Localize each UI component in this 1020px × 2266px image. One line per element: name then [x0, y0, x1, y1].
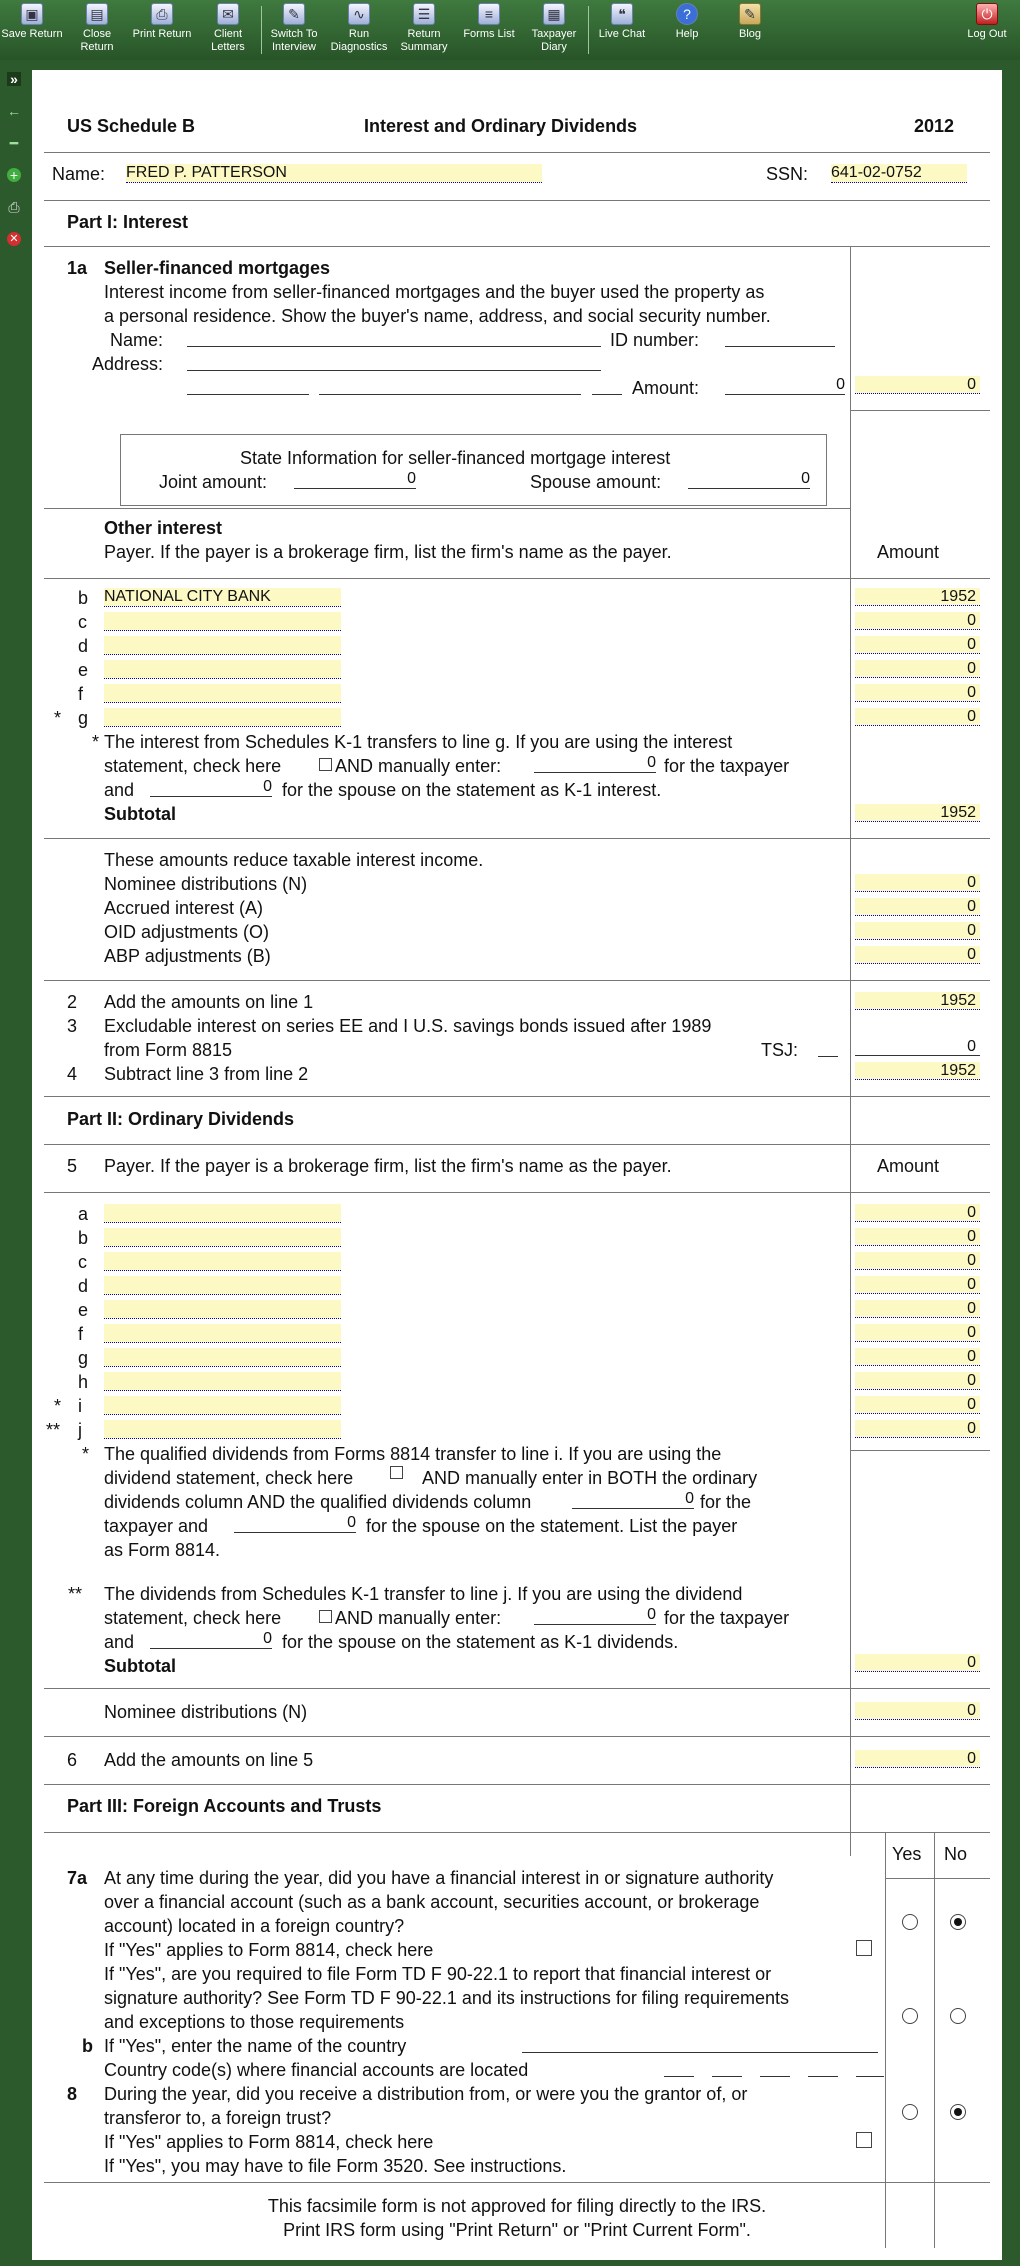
add-icon[interactable]: + — [7, 168, 21, 182]
amount-column-header: Amount — [877, 542, 940, 562]
yes-column-border — [885, 1832, 886, 2248]
dividend-payer-name-field[interactable] — [104, 1420, 341, 1439]
subtotal-label: Subtotal — [104, 804, 176, 824]
k1-interest-text: AND manually enter: — [335, 756, 502, 776]
dividend-payer-amount-field[interactable]: 0 — [855, 1300, 980, 1318]
reduction-label: Nominee distributions (N) — [104, 874, 308, 894]
close-return-icon: ▤ — [86, 3, 108, 25]
state-info-title: State Information for seller-financed mortgage interest — [240, 448, 671, 468]
line-letter: e — [78, 660, 89, 680]
dividend-payer-amount-field[interactable]: 0 — [855, 1348, 980, 1366]
interview-icon: ✎ — [283, 3, 305, 25]
client-letters-button[interactable] — [196, 2, 260, 54]
tsj-label: TSJ: — [761, 1040, 799, 1060]
divider — [44, 2182, 990, 2183]
reduction-label: ABP adjustments (B) — [104, 946, 271, 966]
dividend-payer-amount-field[interactable]: 0 — [855, 1324, 980, 1342]
divider — [44, 1192, 990, 1193]
dividend-payer-name-field[interactable] — [104, 1396, 341, 1415]
schedule-b-form — [32, 70, 1002, 2260]
line-7a-text: If "Yes" applies to Form 8814, check here — [104, 1940, 434, 1960]
q7a-fbar-yes-radio[interactable] — [902, 2008, 918, 2024]
k1-interest-text: for the spouse on the statement as K-1 interest. — [282, 780, 662, 800]
log-out-button[interactable] — [955, 2, 1019, 41]
line-8-text: transferor to, a foreign trust? — [104, 2108, 332, 2128]
k1-interest-text: The interest from Schedules K-1 transfers to line g. If you are using the interest — [104, 732, 733, 752]
country-code-field[interactable] — [664, 2058, 694, 2077]
dividend-payer-amount-field[interactable]: 0 — [855, 1228, 980, 1246]
qualified-dividends-text: AND manually enter in BOTH the ordinary — [422, 1468, 758, 1488]
interest-subtotal: 1952 — [855, 804, 980, 822]
divider — [44, 152, 990, 153]
k1-interest-text: and — [104, 780, 135, 800]
qualified-dividends-text: taxpayer and — [104, 1516, 209, 1536]
qualified-dividends-text: dividend statement, check here — [104, 1468, 354, 1488]
q8-yes-radio[interactable] — [902, 2104, 918, 2120]
footnote-star: * — [92, 732, 100, 752]
save-icon: ▣ — [21, 3, 43, 25]
divider — [44, 246, 990, 247]
line-letter: j — [78, 1420, 82, 1440]
live-chat-button[interactable] — [590, 2, 654, 41]
k1-dividends-text: and — [104, 1632, 135, 1652]
line-5-number: 5 — [67, 1156, 78, 1176]
buyer-id-field[interactable] — [725, 328, 835, 347]
k1-interest-taxpayer-field[interactable]: 0 — [534, 754, 656, 773]
interest-payer-amount-field[interactable]: 1952 — [855, 588, 980, 606]
country-code-field[interactable] — [760, 2058, 790, 2077]
line-7a-text: over a financial account (such as a bank account, securities account, or brokerage — [104, 1892, 760, 1912]
print-form-icon[interactable]: ⎙ — [8, 199, 20, 215]
print-return-button[interactable] — [130, 2, 194, 41]
spouse-amount-label: Spouse amount: — [530, 472, 662, 492]
k1-interest-statement-checkbox[interactable] — [319, 758, 332, 771]
part1-title: Part I: Interest — [67, 212, 189, 232]
qualified-dividends-text: for the spouse on the statement. List the payer — [366, 1516, 738, 1536]
accrued-interest-field[interactable]: 0 — [855, 898, 980, 916]
line-7a-number: 7a — [67, 1868, 88, 1888]
foreign-country-name-field[interactable] — [522, 2034, 878, 2053]
amount-label: Amount: — [632, 378, 700, 398]
dividend-payer-amount-field[interactable]: 0 — [855, 1420, 980, 1438]
divider — [44, 1096, 990, 1097]
help-label: Help — [675, 28, 699, 40]
no-column-header: No — [944, 1844, 968, 1864]
interest-payer-name-field[interactable]: NATIONAL CITY BANK — [104, 588, 341, 607]
line-letter: e — [78, 1300, 89, 1320]
dividend-payer-name-field[interactable] — [104, 1324, 341, 1343]
qualified-dividends-text: for the — [700, 1492, 752, 1512]
buyer-state-field[interactable] — [319, 376, 581, 395]
help-button[interactable] — [655, 2, 719, 41]
help-icon: ? — [676, 3, 698, 25]
line-8-text: If "Yes" applies to Form 8814, check here — [104, 2132, 434, 2152]
nominee-distributions-label: Nominee distributions (N) — [104, 1702, 308, 1722]
line-7b-number: b — [82, 2036, 93, 2056]
blog-icon: ✎ — [739, 3, 761, 25]
save-return-button[interactable] — [0, 2, 64, 41]
reduction-label: OID adjustments (O) — [104, 922, 270, 942]
line-letter: a — [78, 1204, 89, 1224]
dividend-payer-name-field[interactable] — [104, 1300, 341, 1319]
return-summary-label: Return Summary — [400, 28, 448, 53]
divider — [44, 980, 990, 981]
toolbar-divider — [588, 6, 589, 54]
interest-payer-amount-field[interactable]: 0 — [855, 708, 980, 726]
footnote-star: * — [82, 1444, 90, 1464]
dividend-payer-name-field[interactable] — [104, 1204, 341, 1223]
amount-column-border — [850, 246, 851, 1182]
line-1a-amount[interactable]: 0 — [855, 376, 980, 394]
divider — [44, 1144, 990, 1145]
line-letter: g — [78, 708, 89, 728]
state-box-right-border — [826, 434, 827, 506]
line-4-number: 4 — [67, 1064, 78, 1084]
line-letter: f — [78, 684, 84, 704]
buyer-name-field[interactable] — [187, 328, 601, 347]
qualified-dividends-spouse-field[interactable]: 0 — [234, 1514, 356, 1533]
live-chat-label: Live Chat — [598, 28, 646, 40]
k1-interest-spouse-field[interactable]: 0 — [150, 778, 272, 797]
remove-line-icon[interactable]: ━ — [9, 135, 19, 151]
ssn-field[interactable]: 641-02-0752 — [831, 164, 967, 183]
k1-dividends-statement-checkbox[interactable] — [319, 1610, 332, 1623]
form-name: US Schedule B — [67, 116, 196, 136]
amount-column-border — [850, 1144, 851, 1856]
line-7b-text: If "Yes", enter the name of the country — [104, 2036, 407, 2056]
k1-dividends-text: AND manually enter: — [335, 1608, 502, 1628]
taxpayer-name-field[interactable]: FRED P. PATTERSON — [126, 164, 542, 183]
nominee-distributions-field[interactable]: 0 — [855, 874, 980, 892]
country-code-field[interactable] — [856, 2058, 884, 2077]
part2-title: Part II: Ordinary Dividends — [67, 1109, 295, 1129]
line-4-amount: 1952 — [855, 1062, 980, 1080]
forms-list-label: Forms List — [463, 28, 515, 40]
divider — [44, 200, 990, 201]
line-letter: b — [78, 588, 89, 608]
interest-payer-amount-field[interactable]: 0 — [855, 636, 980, 654]
print-icon: ⎙ — [151, 3, 173, 25]
divider — [850, 1450, 990, 1451]
divider — [44, 1736, 990, 1737]
dividends-subtotal: 0 — [855, 1654, 980, 1672]
no-column-border — [934, 1832, 935, 2248]
line-letter: d — [78, 636, 89, 656]
country-code-field[interactable] — [712, 2058, 742, 2077]
envelope-icon: ✉ — [217, 3, 239, 25]
back-arrow-icon[interactable]: ← — [7, 103, 21, 119]
address-label: Address: — [92, 354, 164, 374]
dividend-payer-amount-field[interactable]: 0 — [855, 1396, 980, 1414]
interest-payer-amount-field[interactable]: 0 — [855, 660, 980, 678]
line-8-text: During the year, did you receive a distribution from, or were you the grantor of, or — [104, 2084, 748, 2104]
q7a-no-radio[interactable] — [950, 1914, 966, 1930]
left-sidebar — [0, 60, 28, 2266]
dividend-payer-name-field[interactable] — [104, 1276, 341, 1295]
other-interest-text: Payer. If the payer is a brokerage firm, list the firm's name as the payer. — [104, 542, 672, 562]
k1-dividends-spouse-field[interactable]: 0 — [150, 1630, 272, 1649]
blog-label: Blog — [738, 28, 762, 40]
dividend-payer-name-field[interactable] — [104, 1252, 341, 1271]
divider — [850, 410, 990, 411]
line-8-text: If "Yes", you may have to file Form 3520. See instructions. — [104, 2156, 567, 2176]
dividend-payer-amount-field[interactable]: 0 — [855, 1276, 980, 1294]
switch-to-interview-label: Switch To Interview — [270, 28, 318, 53]
name-label: Name: — [52, 164, 106, 184]
line-2-text: Add the amounts on line 1 — [104, 992, 314, 1012]
footer-print-instructions: Print IRS form using "Print Return" or "Print Current Form". — [283, 2220, 751, 2240]
delete-icon[interactable]: ✕ — [7, 232, 21, 246]
line-1a-text: a personal residence. Show the buyer's name, address, and social security number. — [104, 306, 771, 326]
line-8-number: 8 — [67, 2084, 78, 2104]
qualified-dividends-text: dividends column AND the qualified dividends column — [104, 1492, 532, 1512]
seller-financed-amount-field[interactable]: 0 — [725, 376, 845, 395]
qualified-dividends-text: as Form 8814. — [104, 1540, 221, 1560]
line-7a-text: and exceptions to those requirements — [104, 2012, 405, 2032]
line-7a-text: signature authority? See Form TD F 90-22.1 and its instructions for filing requirements — [104, 1988, 789, 2008]
footnote-star: * — [54, 1396, 62, 1416]
other-interest-title: Other interest — [104, 518, 223, 538]
interest-payer-name-field[interactable] — [104, 684, 341, 703]
k1-dividends-text: The dividends from Schedules K-1 transfer to line j. If you are using the dividend — [104, 1584, 743, 1604]
q8-no-radio[interactable] — [950, 2104, 966, 2120]
dividend-payer-amount-field[interactable]: 0 — [855, 1372, 980, 1390]
q7a-yes-radio[interactable] — [902, 1914, 918, 1930]
run-diagnostics-button[interactable] — [327, 2, 391, 54]
k1-interest-text: for the taxpayer — [664, 756, 790, 776]
footnote-star: * — [54, 708, 62, 728]
interest-payer-amount-field[interactable]: 0 — [855, 612, 980, 630]
line-4-text: Subtract line 3 from line 2 — [104, 1064, 309, 1084]
interest-payer-name-field[interactable] — [104, 708, 341, 727]
q7a-form-8814-checkbox[interactable] — [856, 1940, 872, 1956]
divider — [44, 1784, 990, 1785]
line-2-number: 2 — [67, 992, 78, 1012]
line-letter: g — [78, 1348, 89, 1368]
diagnostics-icon: ∿ — [348, 3, 370, 25]
interest-payer-name-field[interactable] — [104, 612, 341, 631]
line-1a-text: Interest income from seller-financed mortgages and the buyer used the property as — [104, 282, 765, 302]
summary-icon: ☰ — [413, 3, 435, 25]
oid-adjustments-field[interactable]: 0 — [855, 922, 980, 940]
dividend-payer-amount-field[interactable]: 0 — [855, 1252, 980, 1270]
k1-dividends-text: for the taxpayer — [664, 1608, 790, 1628]
form-title: Interest and Ordinary Dividends — [364, 116, 638, 136]
q8-form-8814-checkbox[interactable] — [856, 2132, 872, 2148]
k1-interest-text: statement, check here — [104, 756, 282, 776]
line-1a-number: 1a — [67, 258, 88, 278]
dividend-payer-amount-field[interactable]: 0 — [855, 1204, 980, 1222]
line-letter: c — [78, 1252, 87, 1272]
joint-amount-label: Joint amount: — [159, 472, 268, 492]
forms-list-button[interactable] — [457, 2, 521, 41]
list-icon: ≡ — [478, 3, 500, 25]
line-6-amount: 0 — [855, 1750, 980, 1768]
part3-title: Part III: Foreign Accounts and Trusts — [67, 1796, 382, 1816]
line-letter: f — [78, 1324, 84, 1344]
id-number-label: ID number: — [610, 330, 700, 350]
line-2-amount: 1952 — [855, 992, 980, 1010]
logout-icon: ⏻ — [976, 3, 998, 25]
interest-payer-name-field[interactable] — [104, 636, 341, 655]
blog-button[interactable] — [718, 2, 782, 41]
buyer-address-field[interactable] — [187, 352, 601, 371]
k1-dividends-text: statement, check here — [104, 1608, 282, 1628]
line-letter: d — [78, 1276, 89, 1296]
diary-icon: ▦ — [543, 3, 565, 25]
line-letter: i — [78, 1396, 82, 1416]
divider — [885, 1878, 990, 1879]
divider — [44, 1688, 990, 1689]
switch-to-interview-button[interactable] — [262, 2, 326, 54]
country-code-field[interactable] — [808, 2058, 838, 2077]
line-5-text: Payer. If the payer is a brokerage firm, list the firm's name as the payer. — [104, 1156, 672, 1176]
toolbar — [0, 0, 1020, 60]
k1-dividends-text: for the spouse on the statement as K-1 dividends. — [282, 1632, 679, 1652]
line-3-text: Excludable interest on series EE and I U.S. savings bonds issued after 1989 — [104, 1016, 712, 1036]
run-diagnostics-label: Run Diagnostics — [330, 28, 388, 53]
qualified-dividends-text: The qualified dividends from Forms 8814 transfer to line i. If you are using the — [104, 1444, 722, 1464]
taxpayer-diary-button[interactable] — [522, 2, 586, 54]
dividend-payer-name-field[interactable] — [104, 1348, 341, 1367]
amount-column-header: Amount — [877, 1156, 940, 1176]
interest-payer-name-field[interactable] — [104, 660, 341, 679]
dividend-statement-checkbox[interactable] — [390, 1466, 403, 1479]
buyer-city-field[interactable] — [187, 376, 309, 395]
line-1a-title: Seller-financed mortgages — [104, 258, 331, 278]
line-3-number: 3 — [67, 1016, 78, 1036]
q7a-fbar-no-radio[interactable] — [950, 2008, 966, 2024]
buyer-zip-field[interactable] — [592, 376, 622, 395]
dividend-payer-name-field[interactable] — [104, 1372, 341, 1391]
footnote-star: ** — [68, 1584, 83, 1604]
footnote-star: ** — [46, 1420, 61, 1440]
line-7b-text: Country code(s) where financial accounts are located — [104, 2060, 529, 2080]
line-3-amount[interactable]: 0 — [855, 1038, 980, 1056]
taxpayer-diary-label: Taxpayer Diary — [531, 28, 577, 53]
tax-year: 2012 — [914, 116, 955, 136]
chat-icon: ❝ — [611, 3, 633, 25]
divider — [44, 578, 990, 579]
expand-panel-icon[interactable]: » — [7, 72, 21, 86]
k1-dividends-taxpayer-field[interactable]: 0 — [534, 1606, 656, 1625]
client-letters-label: Client Letters — [211, 28, 245, 53]
tsj-field[interactable] — [818, 1038, 838, 1057]
line-6-number: 6 — [67, 1750, 78, 1770]
footer-disclaimer: This facsimile form is not approved for filing directly to the IRS. — [267, 2196, 767, 2216]
print-return-label: Print Return — [132, 28, 192, 40]
yes-column-header: Yes — [892, 1844, 922, 1864]
close-return-label: Close Return — [80, 28, 114, 53]
dividend-nominee-field[interactable]: 0 — [855, 1702, 980, 1720]
joint-amount-field[interactable]: 0 — [294, 470, 416, 489]
line-6-text: Add the amounts on line 5 — [104, 1750, 314, 1770]
buyer-name-label: Name: — [110, 330, 164, 350]
line-letter: h — [78, 1372, 89, 1392]
line-3-text: from Form 8815 — [104, 1040, 233, 1060]
interest-payer-amount-field[interactable]: 0 — [855, 684, 980, 702]
return-summary-button[interactable] — [392, 2, 456, 54]
divider — [44, 838, 990, 839]
save-return-label: Save Return — [1, 28, 63, 40]
divider — [44, 1832, 990, 1833]
log-out-label: Log Out — [967, 28, 1007, 40]
qualified-dividends-taxpayer-field[interactable]: 0 — [572, 1490, 694, 1509]
line-7a-text: If "Yes", are you required to file Form TD F 90-22.1 to report that financial interest or — [104, 1964, 772, 1984]
reduction-label: Accrued interest (A) — [104, 898, 264, 918]
line-letter: b — [78, 1228, 89, 1248]
dividend-payer-name-field[interactable] — [104, 1228, 341, 1247]
close-return-button[interactable] — [65, 2, 129, 54]
reduce-text: These amounts reduce taxable interest income. — [104, 850, 484, 870]
subtotal-label: Subtotal — [104, 1656, 176, 1676]
line-7a-text: At any time during the year, did you have a financial interest in or signature authority — [104, 1868, 774, 1888]
line-7a-text: account) located in a foreign country? — [104, 1916, 405, 1936]
ssn-label: SSN: — [766, 164, 809, 184]
line-letter: c — [78, 612, 87, 632]
spouse-amount-field[interactable]: 0 — [688, 470, 810, 489]
abp-adjustments-field[interactable]: 0 — [855, 946, 980, 964]
divider — [44, 508, 850, 509]
